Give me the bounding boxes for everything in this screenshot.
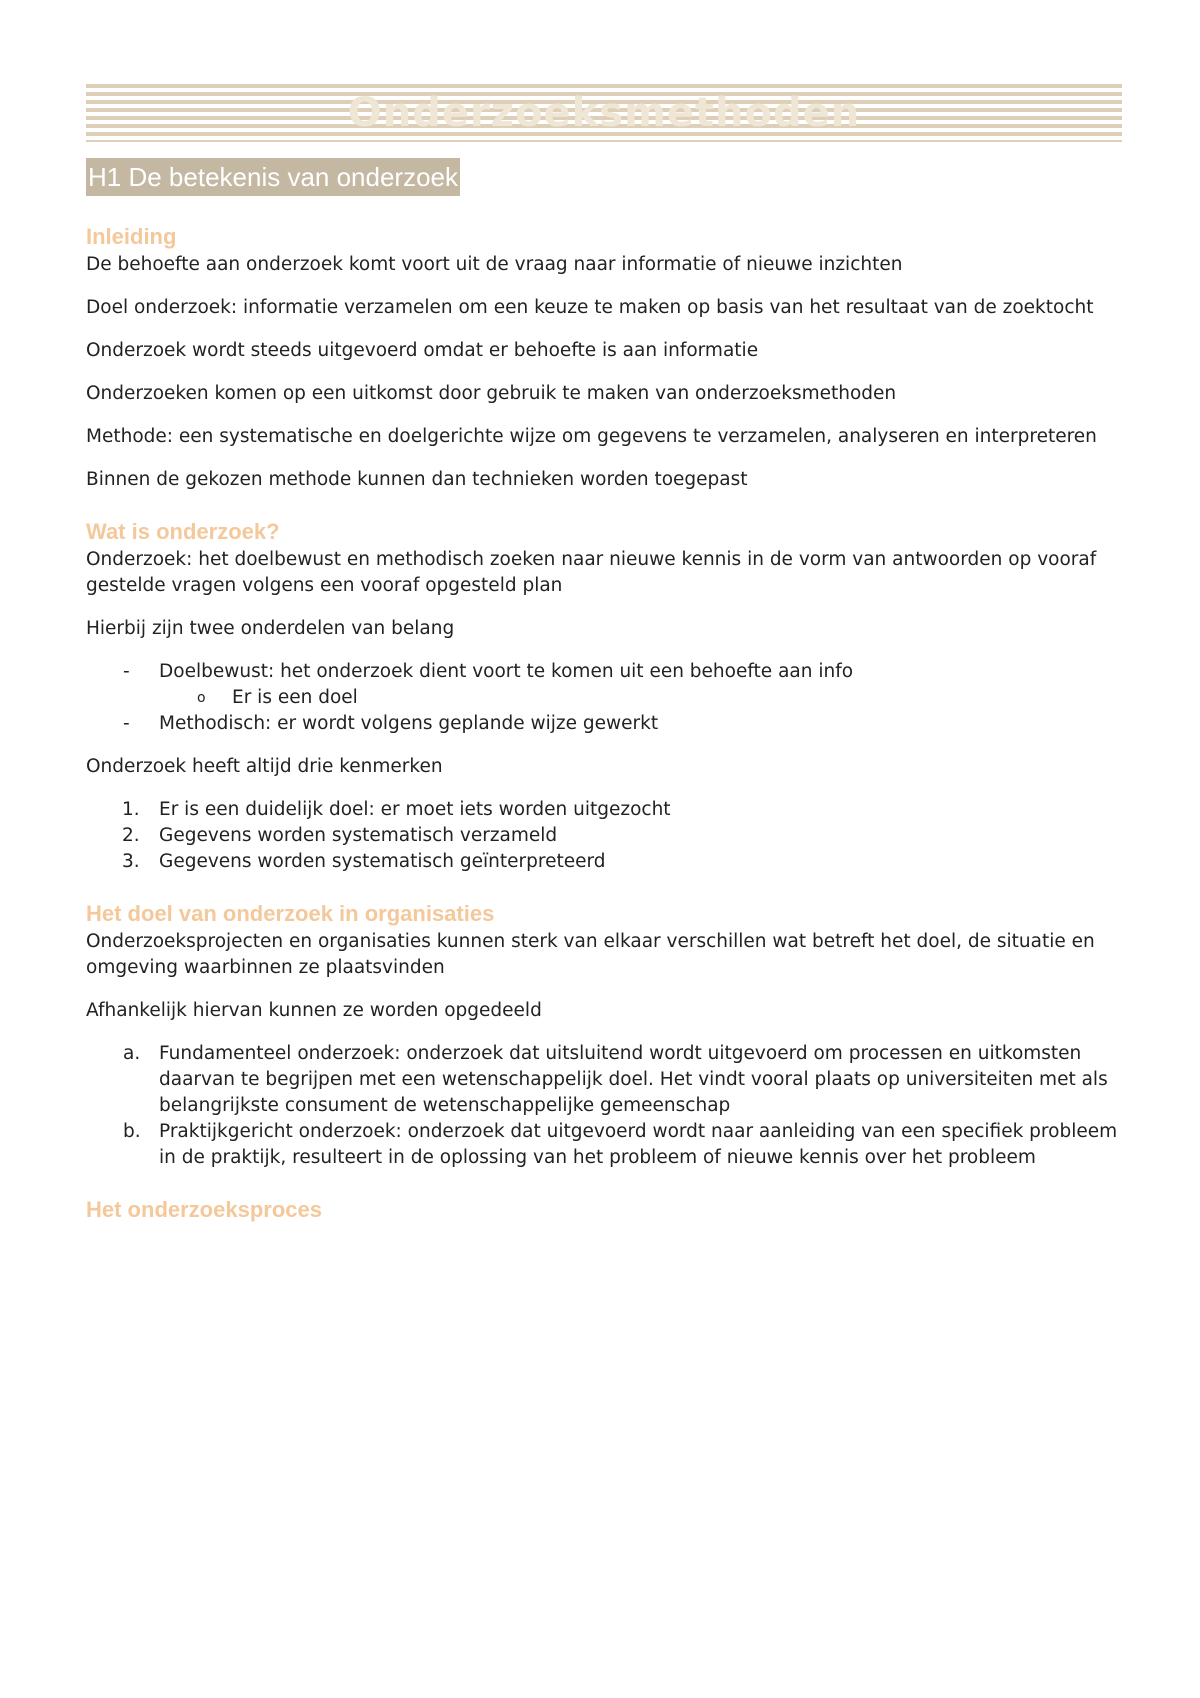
section-heading: Het onderzoeksproces (86, 1197, 322, 1222)
section-inleiding (86, 222, 1122, 493)
list-item (86, 711, 1122, 737)
document-title: Onderzoeksmethoden (347, 90, 861, 136)
document-page (86, 84, 1122, 1225)
lettered-list (86, 1041, 1122, 1171)
sub-list-item-text: Er is een doel (232, 687, 358, 708)
paragraph: Binnen de gekozen methode kunnen dan technieken worden toegepast (86, 469, 748, 490)
list-item-text: Methodisch: er wordt volgens geplande wijze gewerkt (159, 713, 659, 734)
section-onderzoeksproces (86, 1195, 1122, 1225)
list-item (86, 797, 1122, 823)
list-item-text: Fundamenteel onderzoek: onderzoek dat uitsluitend wordt uitgevoerd om processen en uitkomsten daarvan te begrijpen met een wetenschappelijk doel. Het vindt vooral plaats op universiteiten met als belangrijkste consument de wetenschappelijke gemeenschap (159, 1043, 1108, 1116)
list-item (86, 849, 1122, 875)
list-item (86, 1119, 1122, 1171)
list-item-text: Praktijkgericht onderzoek: onderzoek dat uitgevoerd wordt naar aanleiding van een specifiek probleem in de praktijk, resulteert in de oplossing van het probleem of nieuwe kennis over het probleem (159, 1121, 1118, 1168)
circle-bullet-icon: o (197, 690, 206, 706)
list-number: 3. (122, 851, 140, 872)
numbered-list (86, 797, 1122, 875)
paragraph: Onderzoek wordt steeds uitgevoerd omdat er behoefte is aan informatie (86, 340, 759, 361)
list-letter: b. (123, 1121, 141, 1142)
chapter-heading: H1 De betekenis van onderzoek (86, 158, 460, 196)
section-doel-van-onderzoek (86, 899, 1122, 1171)
sub-list-item (86, 685, 1122, 711)
title-banner (86, 84, 1122, 142)
dash-list (86, 659, 1122, 737)
paragraph: De behoefte aan onderzoek komt voort uit de vraag naar informatie of nieuwe inzichten (86, 254, 903, 275)
list-item-text: Doelbewust: het onderzoek dient voort te komen uit een behoefte aan info (159, 661, 854, 682)
section-heading: Inleiding (86, 224, 177, 249)
list-item-text: Er is een duidelijk doel: er moet iets worden uitgezocht (159, 799, 671, 820)
section-heading: Wat is onderzoek? (86, 519, 280, 544)
paragraph: Onderzoeken komen op een uitkomst door gebruik te maken van onderzoeksmethoden (86, 383, 897, 404)
paragraph: Methode: een systematische en doelgerichte wijze om gegevens te verzamelen, analyseren en interpreteren (86, 426, 1097, 447)
chapter-heading-wrap (86, 158, 1122, 200)
paragraph: Onderzoeksprojecten en organisaties kunnen sterk van elkaar verschillen wat betreft het doel, de situatie en omgeving waarbinnen ze plaatsvinden (86, 931, 1095, 978)
list-number: 2. (122, 825, 140, 846)
sub-list (159, 685, 1122, 711)
list-item (86, 823, 1122, 849)
section-wat-is-onderzoek (86, 517, 1122, 875)
dash-marker: - (123, 661, 130, 682)
list-item (86, 659, 1122, 711)
paragraph: Onderzoek: het doelbewust en methodisch zoeken naar nieuwe kennis in de vorm van antwoorden op vooraf gestelde vragen volgens een vooraf opgesteld plan (86, 549, 1097, 596)
section-heading: Het doel van onderzoek in organisaties (86, 901, 495, 926)
paragraph: Hierbij zijn twee onderdelen van belang (86, 618, 455, 639)
list-item-text: Gegevens worden systematisch geïnterpreteerd (159, 851, 606, 872)
dash-marker: - (123, 713, 130, 734)
list-letter: a. (123, 1043, 141, 1064)
list-item-text: Gegevens worden systematisch verzameld (159, 825, 558, 846)
list-item (86, 1041, 1122, 1119)
paragraph: Afhankelijk hiervan kunnen ze worden opgedeeld (86, 1000, 542, 1021)
list-number: 1. (122, 799, 140, 820)
paragraph: Doel onderzoek: informatie verzamelen om een keuze te maken op basis van het resultaat van de zoektocht (86, 297, 1094, 318)
paragraph: Onderzoek heeft altijd drie kenmerken (86, 756, 443, 777)
